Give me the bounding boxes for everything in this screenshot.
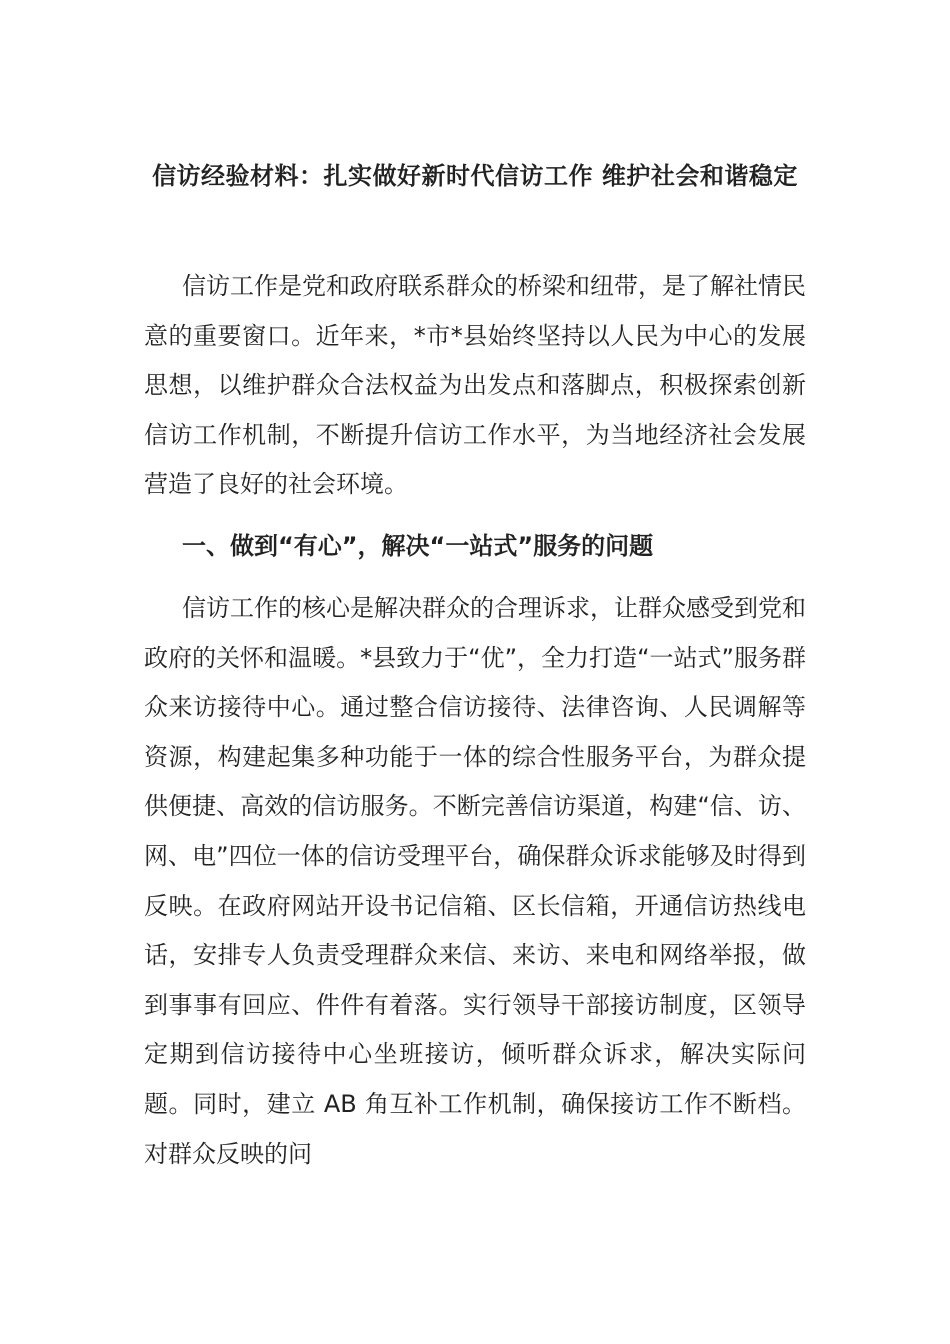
section-heading: 一、做到“有心”，解决“一站式”服务的问题 [182, 532, 654, 560]
section-body-paragraph: 信访工作的核心是解决群众的合理诉求，让群众感受到党和政府的关怀和温暖。*县致力于“优”，全力打造“一站式”服务群众来访接待中心。通过整合信访接待、法律咨询、人民调解等资源，构建起集多种功能于一体的综合性服务平台，为群众提供便捷、高效的信访服务。不断完善信访渠道，构建“信、访、网、电”四位一体的信访受理平台，确保群众诉求能够及时得到反映。在政府网站开设书记信箱、区长信箱，开通信访热线电话，安排专人负责受理群众来信、来访、来电和网络举报，做到事事有回应、件件有着落。实行领导干部接访制度，区领导定期到信访接待中心坐班接访，倾听群众诉求，解决实际问题。同时，建立 AB 角互补工作机制，确保接访工作不断档。对群众反映的问 [144, 594, 806, 1168]
intro-paragraph: 信访工作是党和政府联系群众的桥梁和纽带，是了解社情民意的重要窗口。近年来，*市*县始终坚持以人民为中心的发展思想，以维护群众合法权益为出发点和落脚点，积极探索创新信访工作机制，不断提升信访工作水平，为当地经济社会发展营造了良好的社会环境。 [144, 272, 806, 499]
document-title: 信访经验材料：扎实做好新时代信访工作 维护社会和谐稳定 [152, 162, 798, 190]
